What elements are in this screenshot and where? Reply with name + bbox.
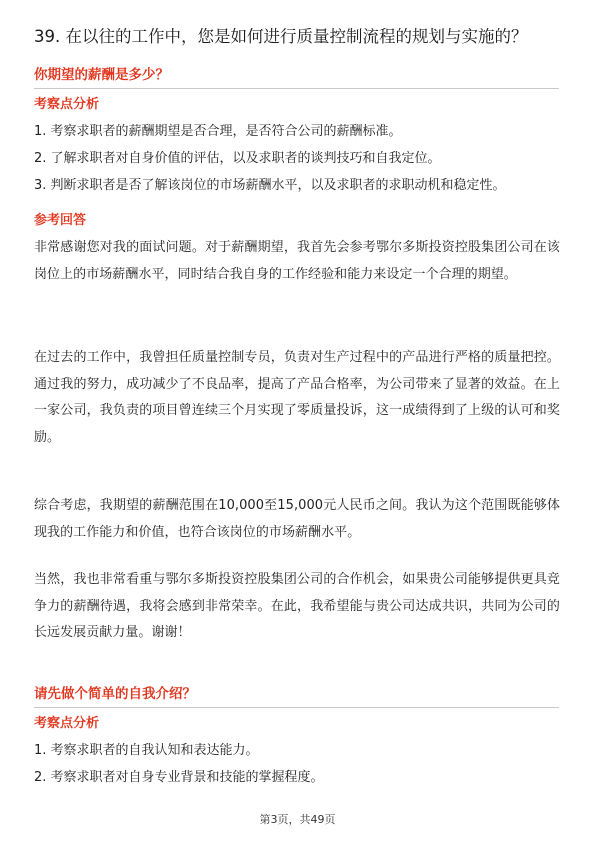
analysis-heading: 考察点分析 bbox=[34, 716, 100, 731]
analysis-item: 1. 考察求职者的薪酬期望是否合理，是否符合公司的薪酬标准。 bbox=[34, 124, 402, 139]
question-title: 39. 在以往的工作中，您是如何进行质量控制流程的规划与实施的？ bbox=[34, 27, 528, 46]
analysis-item: 2. 了解求职者对自身价值的评估，以及求职者的谈判技巧和自我定位。 bbox=[34, 151, 441, 166]
answer-heading: 参考回答 bbox=[34, 213, 87, 228]
analysis-heading: 考察点分析 bbox=[34, 97, 100, 112]
answer-paragraph: 在过去的工作中，我曾担任质量控制专员，负责对生产过程中的产品进行严格的质量把控。通过我的努力，成功减少了不良品率，提高了产品合格率，为公司带来了显著的效益。在上一家公司，我负责的项目曾连续三个月实现了零质量投诉，这一成绩得到了上级的认可和奖励。 bbox=[34, 350, 560, 445]
intro-question-heading: 请先做个简单的自我介绍？ bbox=[34, 686, 196, 702]
answer-paragraph: 非常感谢您对我的面试问题。对于薪酬期望，我首先会参考鄂尔多斯投资控股集团公司在该岗位上的市场薪酬水平，同时结合我自身的工作经验和能力来设定一个合理的期望。 bbox=[34, 240, 560, 282]
analysis-item: 3. 判断求职者是否了解该岗位的市场薪酬水平，以及求职者的求职动机和稳定性。 bbox=[34, 178, 506, 193]
analysis-item: 1. 考察求职者的自我认知和表达能力。 bbox=[34, 743, 259, 758]
page-number: 第3页，共49页 bbox=[259, 813, 336, 826]
answer-paragraph: 综合考虑，我期望的薪酬范围在10,000至15,000元人民币之间。我认为这个范围既能够体现我的工作能力和价值，也符合该岗位的市场薪酬水平。 bbox=[34, 498, 560, 540]
section-divider bbox=[34, 707, 559, 708]
section-divider bbox=[34, 88, 559, 89]
analysis-item: 2. 考察求职者对自身专业背景和技能的掌握程度。 bbox=[34, 770, 324, 785]
salary-question-heading: 你期望的薪酬是多少？ bbox=[34, 67, 169, 83]
answer-paragraph: 当然，我也非常看重与鄂尔多斯投资控股集团公司的合作机会，如果贵公司能够提供更具竞争力的薪酬待遇，我将会感到非常荣幸。在此，我希望能与贵公司达成共识，共同为公司的长远发展贡献力量。谢谢！ bbox=[34, 572, 560, 640]
